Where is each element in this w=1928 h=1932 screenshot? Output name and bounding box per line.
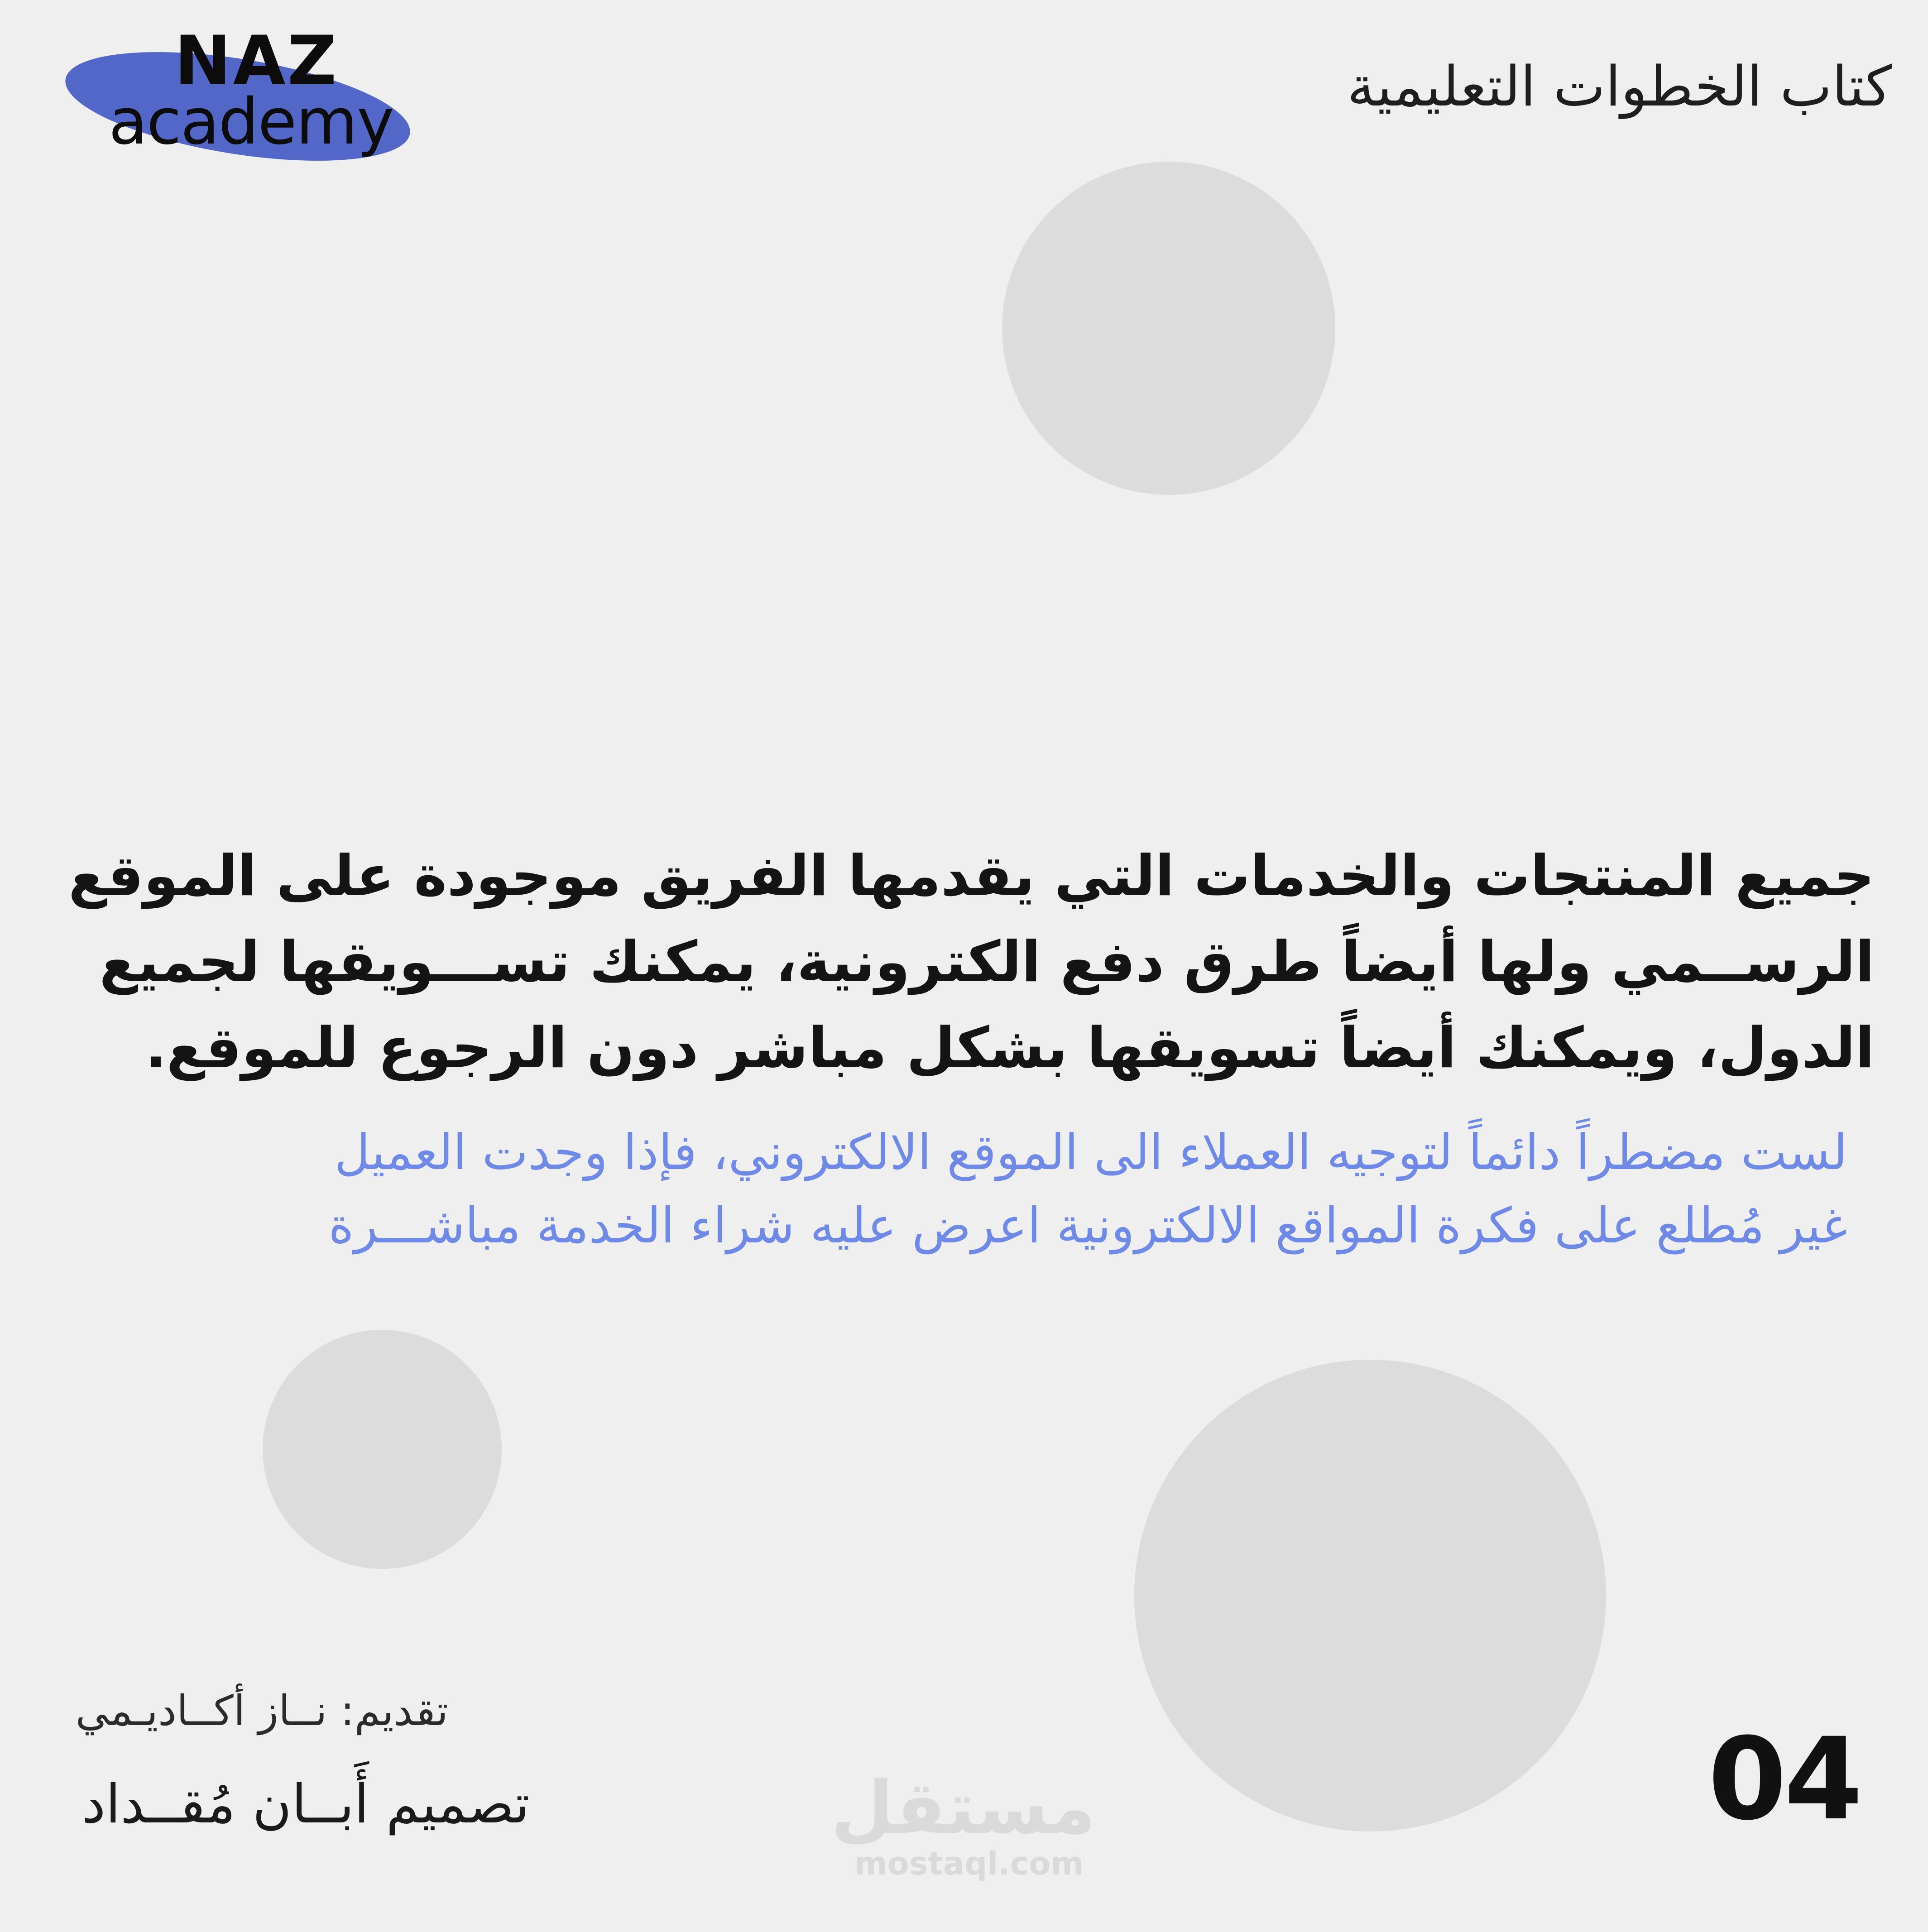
tip-paragraph-line: غير مُطلع على فكرة المواقع الالكترونية اعرض عليه شراء الخدمة مباشـــرة	[328, 1198, 1847, 1254]
naz-academy-logo	[63, 22, 417, 177]
main-paragraph-line: الرســمي ولها أيضاً طرق دفع الكترونية، يمكنك تســـويقها لجميع	[99, 930, 1875, 995]
main-paragraph-line: الدول، ويمكنك أيضاً تسويقها بشكل مباشر دون الرجوع للموقع.	[145, 1016, 1875, 1081]
watermark-url: mostaql.com	[854, 1845, 1084, 1882]
watermark-arabic: مستقل	[830, 1765, 1096, 1850]
tip-paragraph-line: لست مضطراً دائماً لتوجيه العملاء الى الموقع الالكتروني، فإذا وجدت العميل	[334, 1124, 1847, 1181]
page-number: 04	[1708, 1713, 1860, 1845]
book-title: كتاب الخطوات التعليمية	[1347, 54, 1892, 119]
designed-by: تصميم أَبــان مُقــداد	[82, 1773, 530, 1835]
mostaql-watermark	[830, 1765, 1096, 1882]
decorative-circle-small	[263, 1330, 502, 1569]
decorative-circle-top	[1002, 162, 1335, 495]
main-paragraph	[68, 833, 1875, 1091]
decorative-circle-large	[1134, 1360, 1606, 1831]
main-paragraph-line: جميع المنتجات والخدمات التي يقدمها الفريق موجودة على الموقع	[68, 844, 1875, 909]
logo-academy-text: academy	[109, 85, 393, 159]
presented-by: تقديم: نــاز أكــاديـمي	[75, 1687, 448, 1735]
logo-naz-text: NAZ	[174, 22, 339, 101]
tip-paragraph	[82, 1116, 1847, 1263]
